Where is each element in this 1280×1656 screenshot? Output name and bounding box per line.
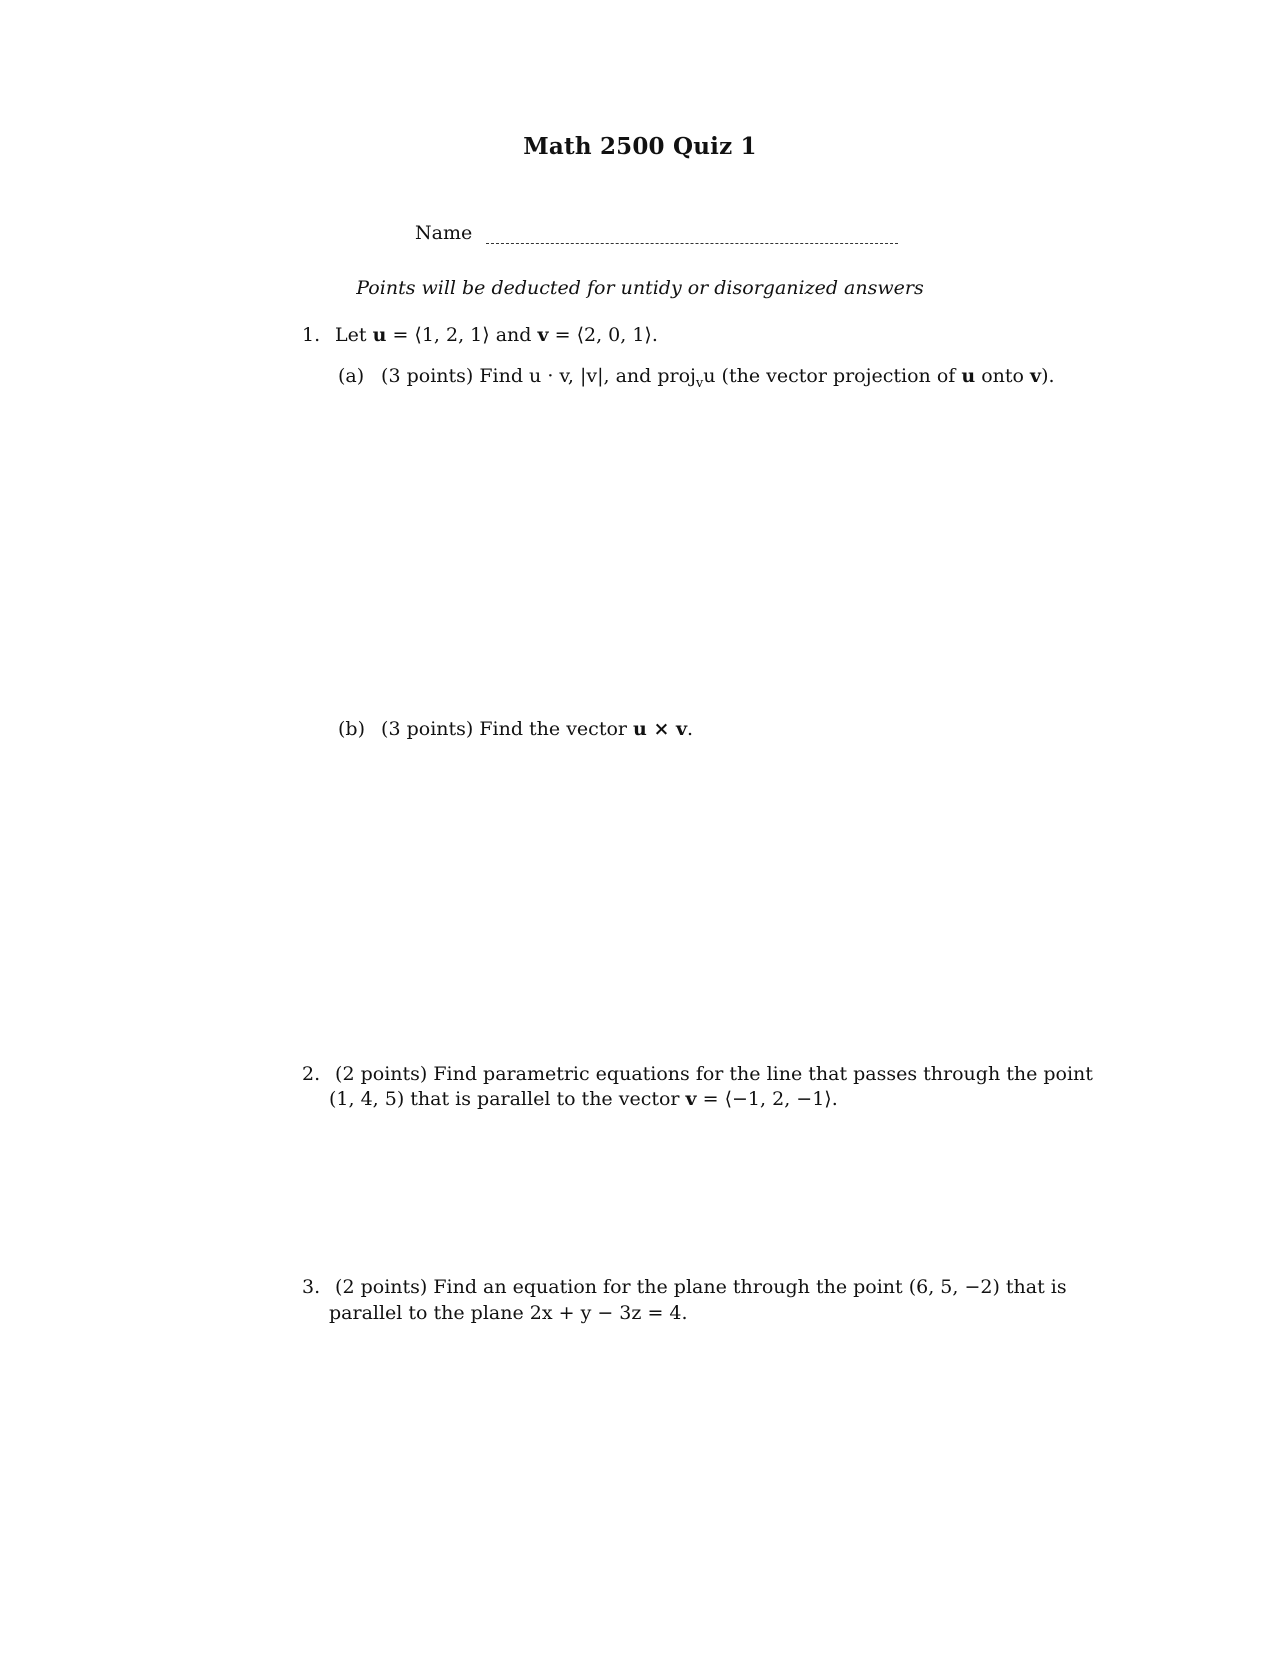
name-blank-line <box>486 231 898 244</box>
page-title: Math 2500 Quiz 1 <box>523 133 757 160</box>
proj-subscript: v <box>695 375 704 391</box>
cross-product: u × v <box>633 718 688 740</box>
question-2 <box>302 1063 1093 1085</box>
part-a-end: ). <box>1041 365 1055 387</box>
question-1a <box>338 365 1055 391</box>
question-3-line-2: parallel to the plane 2x + y − 3z = 4. <box>329 1302 688 1324</box>
part-label: (b) <box>338 718 365 740</box>
question-2-line-2-start: (1, 4, 5) that is parallel to the vector <box>329 1088 680 1110</box>
vector-u: u <box>372 324 387 346</box>
name-label: Name <box>415 222 473 244</box>
question-2-line-1: (2 points) Find parametric equations for the line that passes through the point <box>335 1063 1093 1085</box>
name-field-row <box>415 222 898 244</box>
part-label: (a) <box>338 365 365 387</box>
points-text: (3 points) Find <box>381 365 523 387</box>
question-1b <box>338 718 693 740</box>
and-text: and <box>495 324 532 346</box>
question-2-line-2-end: = ⟨−1, 2, −1⟩. <box>702 1088 838 1110</box>
question-3-continued <box>329 1302 688 1324</box>
onto-text: onto <box>981 365 1024 387</box>
instruction-text: Points will be deducted for untidy or disorganized answers <box>356 277 924 299</box>
part-a-text-1: u · v, |v|, and proj <box>529 365 696 387</box>
part-b-text: (3 points) Find the vector <box>381 718 627 740</box>
v-value: = ⟨2, 0, 1⟩. <box>554 324 658 346</box>
question-1 <box>302 324 658 346</box>
part-a-text-2: u (the vector projection of <box>703 365 956 387</box>
question-3-line-1: (2 points) Find an equation for the plane through the point (6, 5, −2) that is <box>335 1276 1067 1298</box>
question-number: 1. <box>302 324 321 346</box>
vector-v: v <box>1030 365 1042 387</box>
u-value: = ⟨1, 2, 1⟩ <box>392 324 490 346</box>
question-2-continued <box>329 1088 838 1110</box>
question-number: 2. <box>302 1063 321 1085</box>
question-3 <box>302 1276 1067 1298</box>
part-b-end: . <box>687 718 694 740</box>
vector-v: v <box>537 324 549 346</box>
vector-v: v <box>685 1088 697 1110</box>
vector-u: u <box>961 365 976 387</box>
let-text: Let <box>335 324 367 346</box>
question-number: 3. <box>302 1276 321 1298</box>
